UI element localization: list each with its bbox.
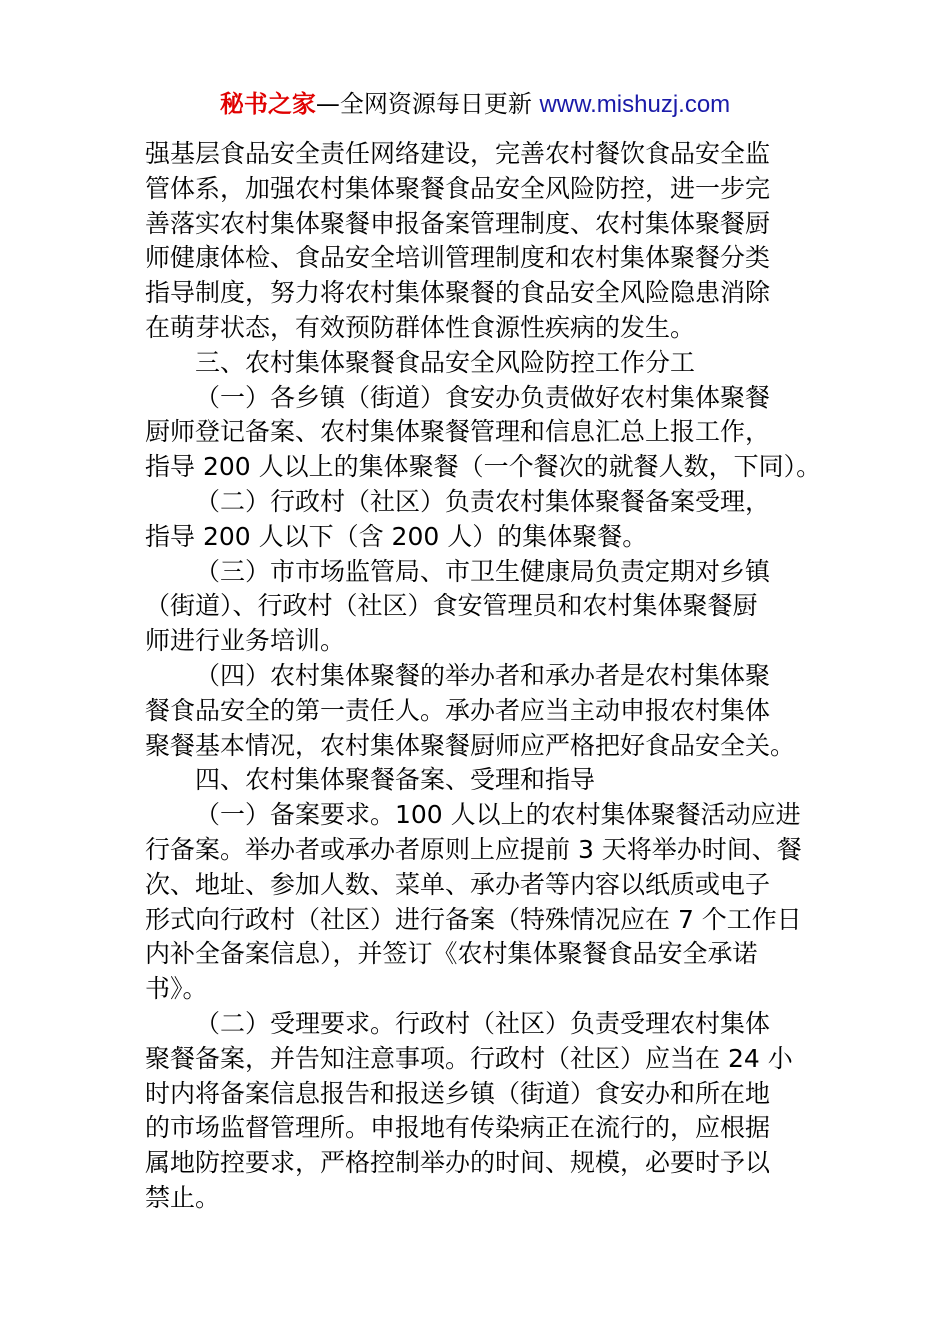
text-line: 四、农村集体聚餐备案、受理和指导 (195, 765, 596, 795)
text-line: 形式向行政村（社区）进行备案（特殊情况应在 7 个工作日 (145, 904, 802, 934)
text-line: 内补全备案信息），并签订《农村集体聚餐食品安全承诺 (145, 939, 758, 969)
text-line: 厨师登记备案、农村集体聚餐管理和信息汇总上报工作， (145, 417, 771, 447)
header-tagline: —全网资源每日更新 (315, 90, 540, 118)
text-line: （二）受理要求。行政村（社区）负责受理农村集体 (195, 1008, 771, 1038)
text-line: 属地防控要求，严格控制举办的时间、规模，必要时予以 (145, 1148, 771, 1178)
text-line: 次、地址、参加人数、菜单、承办者等内容以纸质或电子 (145, 869, 771, 899)
text-line: （一）各乡镇（街道）食安办负责做好农村集体聚餐 (195, 382, 771, 412)
site-header (0, 86, 950, 123)
brand-name: 秘书之家 (219, 90, 316, 118)
text-line: 行备案。举办者或承办者原则上应提前 3 天将举办时间、餐 (145, 834, 802, 864)
text-line: 在萌芽状态，有效预防群体性食源性疾病的发生。 (145, 312, 696, 342)
document-body (145, 137, 822, 1216)
text-line: 指导制度，努力将农村集体聚餐的食品安全风险隐患消除 (145, 278, 771, 308)
text-line: （二）行政村（社区）负责农村集体聚餐备案受理， (195, 486, 771, 516)
text-line: （一）备案要求。100 人以上的农村集体聚餐活动应进 (195, 800, 801, 830)
text-line: 指导 200 人以上的集体聚餐（一个餐次的就餐人数，下同）。 (145, 452, 822, 482)
text-line: 书》。 (145, 974, 208, 1004)
text-line: 的市场监督管理所。申报地有传染病正在流行的，应根据 (145, 1113, 771, 1143)
text-line: 餐食品安全的第一责任人。承办者应当主动申报农村集体 (145, 695, 771, 725)
text-line: 聚餐基本情况，农村集体聚餐厨师应严格把好食品安全关。 (145, 730, 796, 760)
text-line: 师进行业务培训。 (145, 626, 346, 656)
text-line: 善落实农村集体聚餐申报备案管理制度、农村集体聚餐厨 (145, 208, 771, 238)
text-line: 聚餐备案，并告知注意事项。行政村（社区）应当在 24 小 (145, 1043, 793, 1073)
text-line: 强基层食品安全责任网络建设，完善农村餐饮食品安全监 (145, 139, 771, 168)
site-url[interactable]: www.mishuzj.com (539, 91, 731, 118)
text-line: （街道）、行政村（社区）食安管理员和农村集体聚餐厨 (145, 591, 758, 621)
text-line: 管体系，加强农村集体聚餐食品安全风险防控，进一步完 (145, 173, 771, 203)
text-line: 三、农村集体聚餐食品安全风险防控工作分工 (195, 347, 696, 377)
text-line: 指导 200 人以下（含 200 人）的集体聚餐。 (145, 521, 648, 551)
text-line: 师健康体检、食品安全培训管理制度和农村集体聚餐分类 (145, 243, 771, 273)
text-line: 禁止。 (145, 1182, 221, 1212)
text-line: （四）农村集体聚餐的举办者和承办者是农村集体聚 (195, 660, 771, 690)
text-line: 时内将备案信息报告和报送乡镇（街道）食安办和所在地 (145, 1078, 771, 1108)
text-line: （三）市市场监管局、市卫生健康局负责定期对乡镇 (195, 556, 771, 586)
